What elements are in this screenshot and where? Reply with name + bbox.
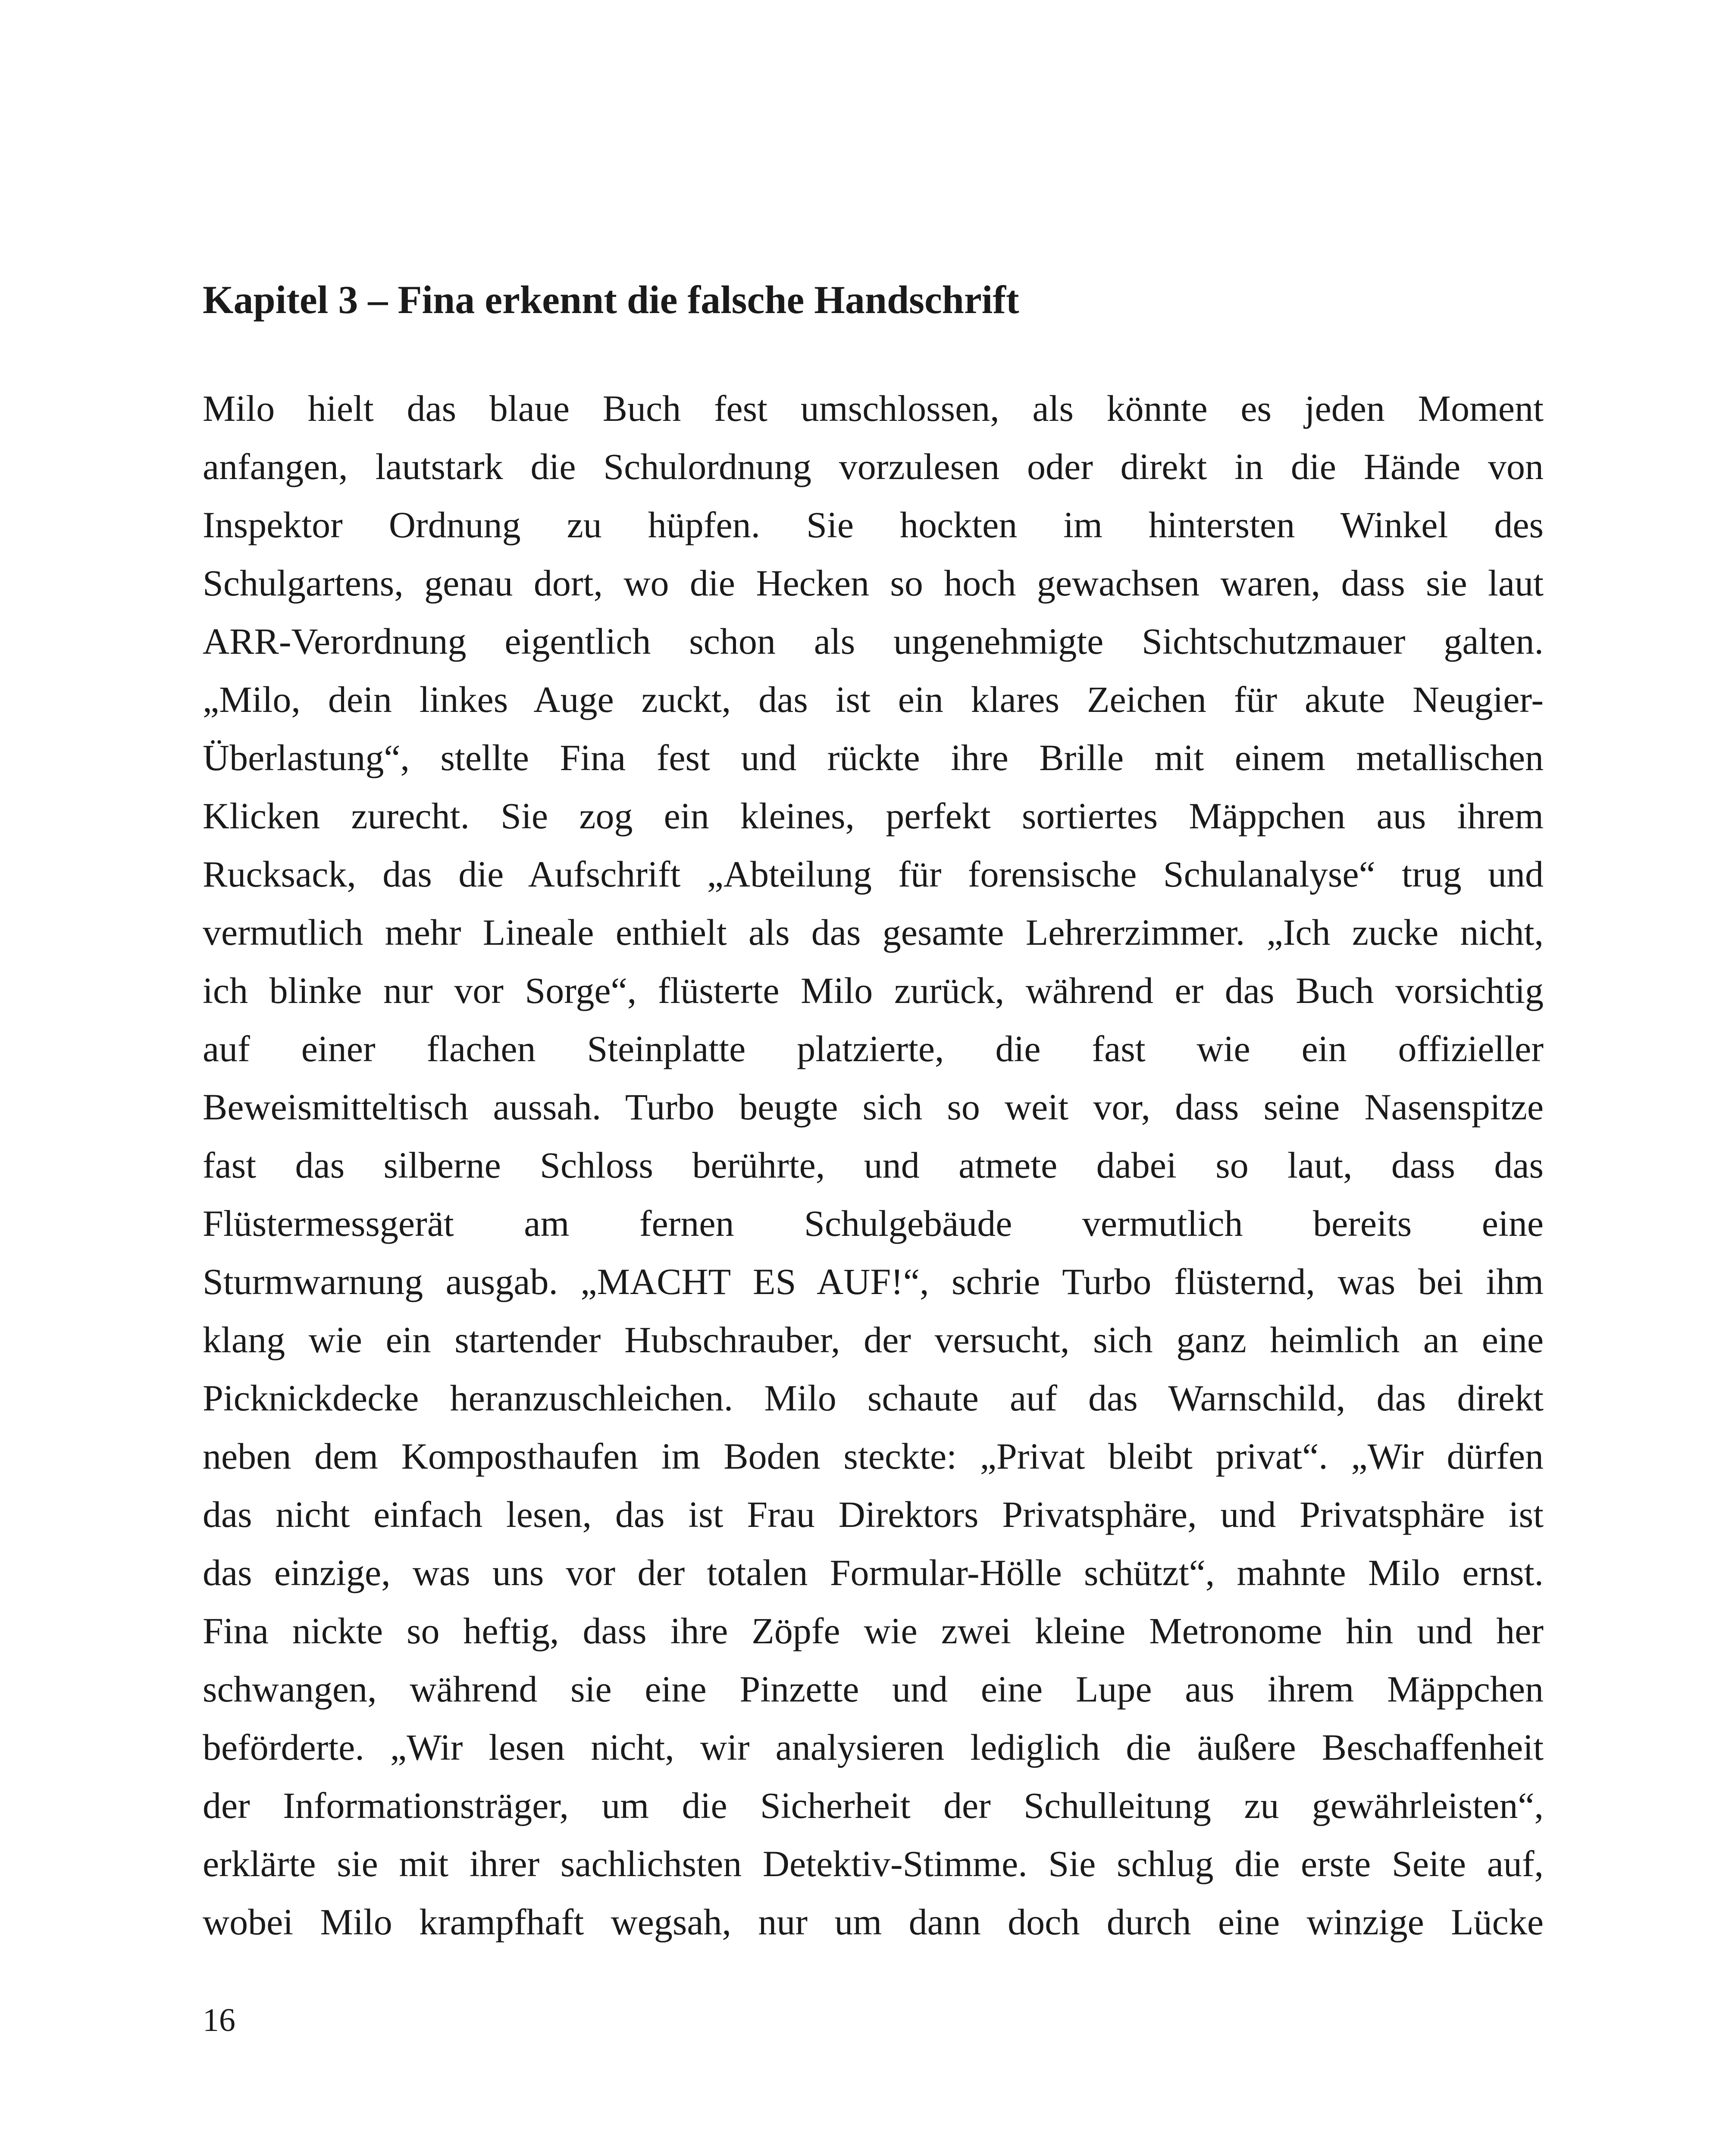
body-line: das nicht einfach lesen, das ist Frau Direktors Privatsphäre, und Privatsphäre ist xyxy=(203,1494,1544,1535)
body-line: Rucksack, das die Aufschrift „Abteilung für forensische Schulanalyse“ trug und xyxy=(203,853,1544,895)
body-line: Fina nickte so heftig, dass ihre Zöpfe wie zwei kleine Metronome hin und her xyxy=(203,1610,1544,1651)
body-line: auf einer flachen Steinplatte platzierte, die fast wie ein offizieller xyxy=(203,1028,1544,1069)
chapter-body-text xyxy=(203,379,1544,1951)
body-line: Picknickdecke heranzuschleichen. Milo schaute auf das Warnschild, das direkt xyxy=(203,1377,1544,1419)
body-line: Überlastung“, stellte Fina fest und rückte ihre Brille mit einem metallischen xyxy=(203,737,1544,778)
body-line: Sturmwarnung ausgab. „MACHT ES AUF!“, schrie Turbo flüsternd, was bei ihm xyxy=(203,1261,1544,1302)
body-line: Milo hielt das blaue Buch fest umschlossen, als könnte es jeden Moment xyxy=(203,388,1544,429)
body-line: der Informationsträger, um die Sicherheit der Schulleitung zu gewährleisten“, xyxy=(203,1785,1544,1826)
body-line: ich blinke nur vor Sorge“, flüsterte Milo zurück, während er das Buch vorsichtig xyxy=(203,970,1544,1011)
body-line: Beweismitteltisch aussah. Turbo beugte sich so weit vor, dass seine Nasenspitze xyxy=(203,1086,1544,1128)
body-line: Flüstermessgerät am fernen Schulgebäude vermutlich bereits eine xyxy=(203,1203,1544,1244)
body-line: das einzige, was uns vor der totalen Formular-Hölle schützt“, mahnte Milo ernst. xyxy=(203,1552,1544,1593)
body-line: anfangen, lautstark die Schulordnung vorzulesen oder direkt in die Hände von xyxy=(203,446,1544,487)
body-line: beförderte. „Wir lesen nicht, wir analysieren lediglich die äußere Beschaffenheit xyxy=(203,1727,1544,1768)
body-line: ARR-Verordnung eigentlich schon als ungenehmigte Sichtschutzmauer galten. xyxy=(203,620,1544,662)
body-line: erklärte sie mit ihrer sachlichsten Detektiv-Stimme. Sie schlug die erste Seite auf, xyxy=(203,1843,1544,1884)
body-line: Inspektor Ordnung zu hüpfen. Sie hockten im hintersten Winkel des xyxy=(203,504,1544,545)
page-number: 16 xyxy=(203,2002,235,2038)
body-line: Klicken zurecht. Sie zog ein kleines, perfekt sortiertes Mäppchen aus ihrem xyxy=(203,795,1544,837)
body-line: vermutlich mehr Lineale enthielt als das gesamte Lehrerzimmer. „Ich zucke nicht, xyxy=(203,912,1544,953)
body-line: klang wie ein startender Hubschrauber, der versucht, sich ganz heimlich an eine xyxy=(203,1319,1544,1360)
body-line: fast das silberne Schloss berührte, und atmete dabei so laut, dass das xyxy=(203,1144,1544,1186)
body-line: „Milo, dein linkes Auge zuckt, das ist ein klares Zeichen für akute Neugier- xyxy=(203,679,1544,720)
body-line: Schulgartens, genau dort, wo die Hecken so hoch gewachsen waren, dass sie laut xyxy=(203,562,1544,604)
body-line: wobei Milo krampfhaft wegsah, nur um dann doch durch eine winzige Lücke xyxy=(203,1901,1544,1943)
body-line: schwangen, während sie eine Pinzette und eine Lupe aus ihrem Mäppchen xyxy=(203,1668,1544,1710)
body-line: neben dem Komposthaufen im Boden steckte: „Privat bleibt privat“. „Wir dürfen xyxy=(203,1435,1544,1477)
chapter-title: Kapitel 3 – Fina erkennt die falsche Handschrift xyxy=(203,278,1019,322)
